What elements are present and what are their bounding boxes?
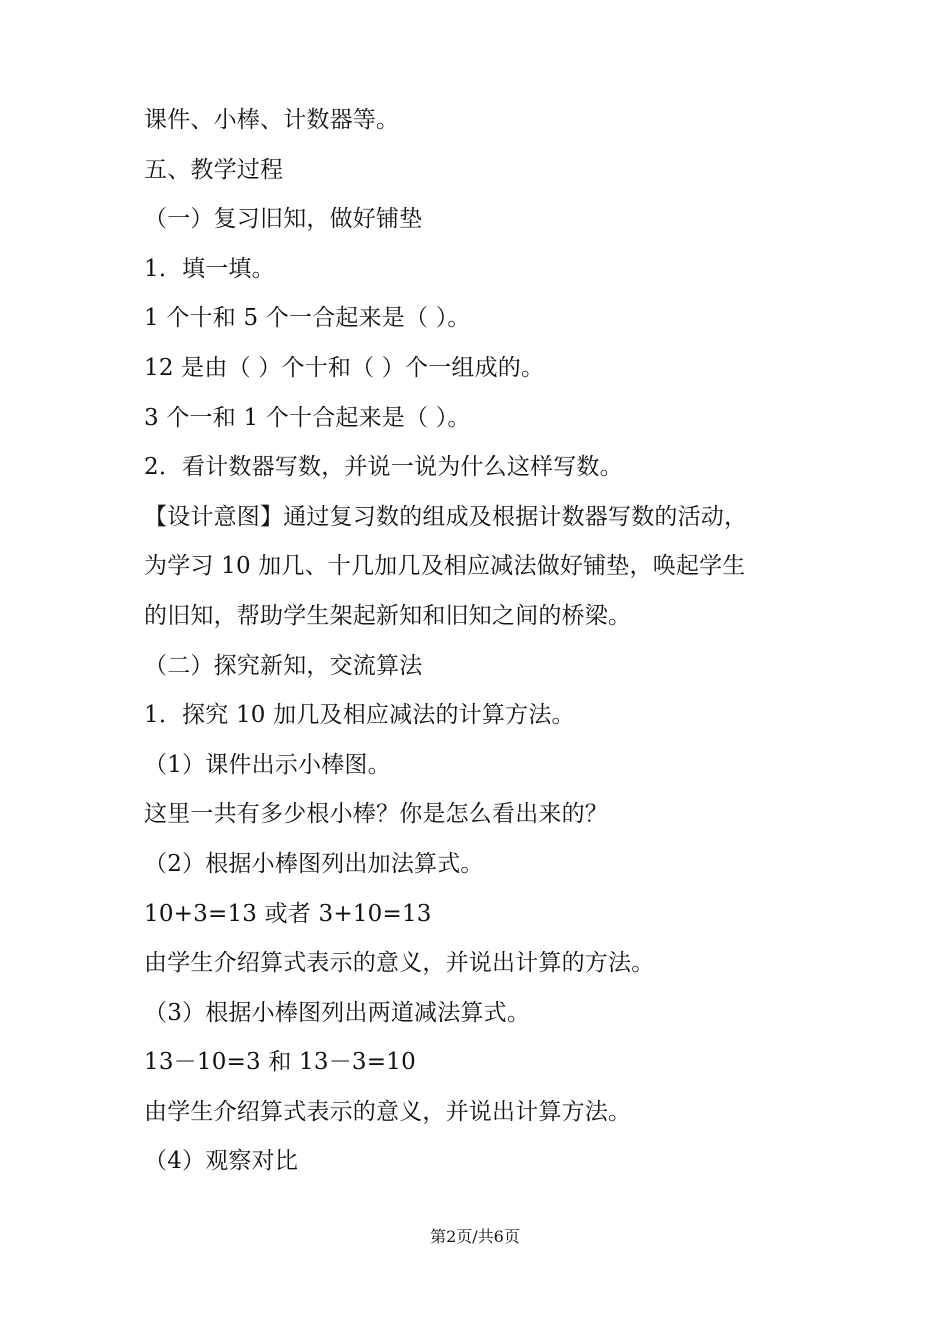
document-body <box>144 96 824 1187</box>
design-intent-line: 的旧知，帮助学生架起新知和旧知之间的桥梁。 <box>144 602 632 629</box>
subsection-heading: （一）复习旧知，做好铺垫 <box>144 206 423 233</box>
section-heading: 五、教学过程 <box>144 156 284 183</box>
subsection-heading: （二）探究新知，交流算法 <box>144 652 423 679</box>
text-line: （2）根据小棒图列出加法算式。 <box>144 850 484 877</box>
text-line: 课件、小棒、计数器等。 <box>144 107 400 133</box>
text-line: （3）根据小棒图列出两道减法算式。 <box>144 999 531 1026</box>
text-line: 由学生介绍算式表示的意义，并说出计算的方法。 <box>144 950 655 977</box>
text-line: （4）观察对比 <box>144 1148 299 1175</box>
design-intent-line: 【设计意图】通过复习数的组成及根据计数器写数的活动， <box>144 503 748 530</box>
text-line: 由学生介绍算式表示的意义，并说出计算方法。 <box>144 1098 632 1125</box>
text-line: 这里一共有多少根小棒？你是怎么看出来的？ <box>144 801 608 828</box>
text-line: 1．填一填。 <box>144 255 275 282</box>
text-line: 3 个一和 1 个十合起来是（ ）。 <box>144 404 471 431</box>
page-number: 第2页/共6页 <box>430 1227 520 1246</box>
text-line: （1）课件出示小棒图。 <box>144 751 391 778</box>
text-line: 1 个十和 5 个一合起来是（ ）。 <box>144 305 471 332</box>
text-line: 1．探究 10 加几及相应减法的计算方法。 <box>144 702 575 729</box>
text-line: 12 是由（ ）个十和（ ）个一组成的。 <box>144 354 545 381</box>
equation-line: 10+3=13 或者 3+10=13 <box>144 900 432 927</box>
design-intent-line: 为学习 10 加几、十几加几及相应减法做好铺垫，唤起学生 <box>144 553 746 580</box>
text-line: 2．看计数器写数，并说一说为什么这样写数。 <box>144 454 623 481</box>
equation-line: 13－10=3 和 13－3=10 <box>144 1049 416 1076</box>
